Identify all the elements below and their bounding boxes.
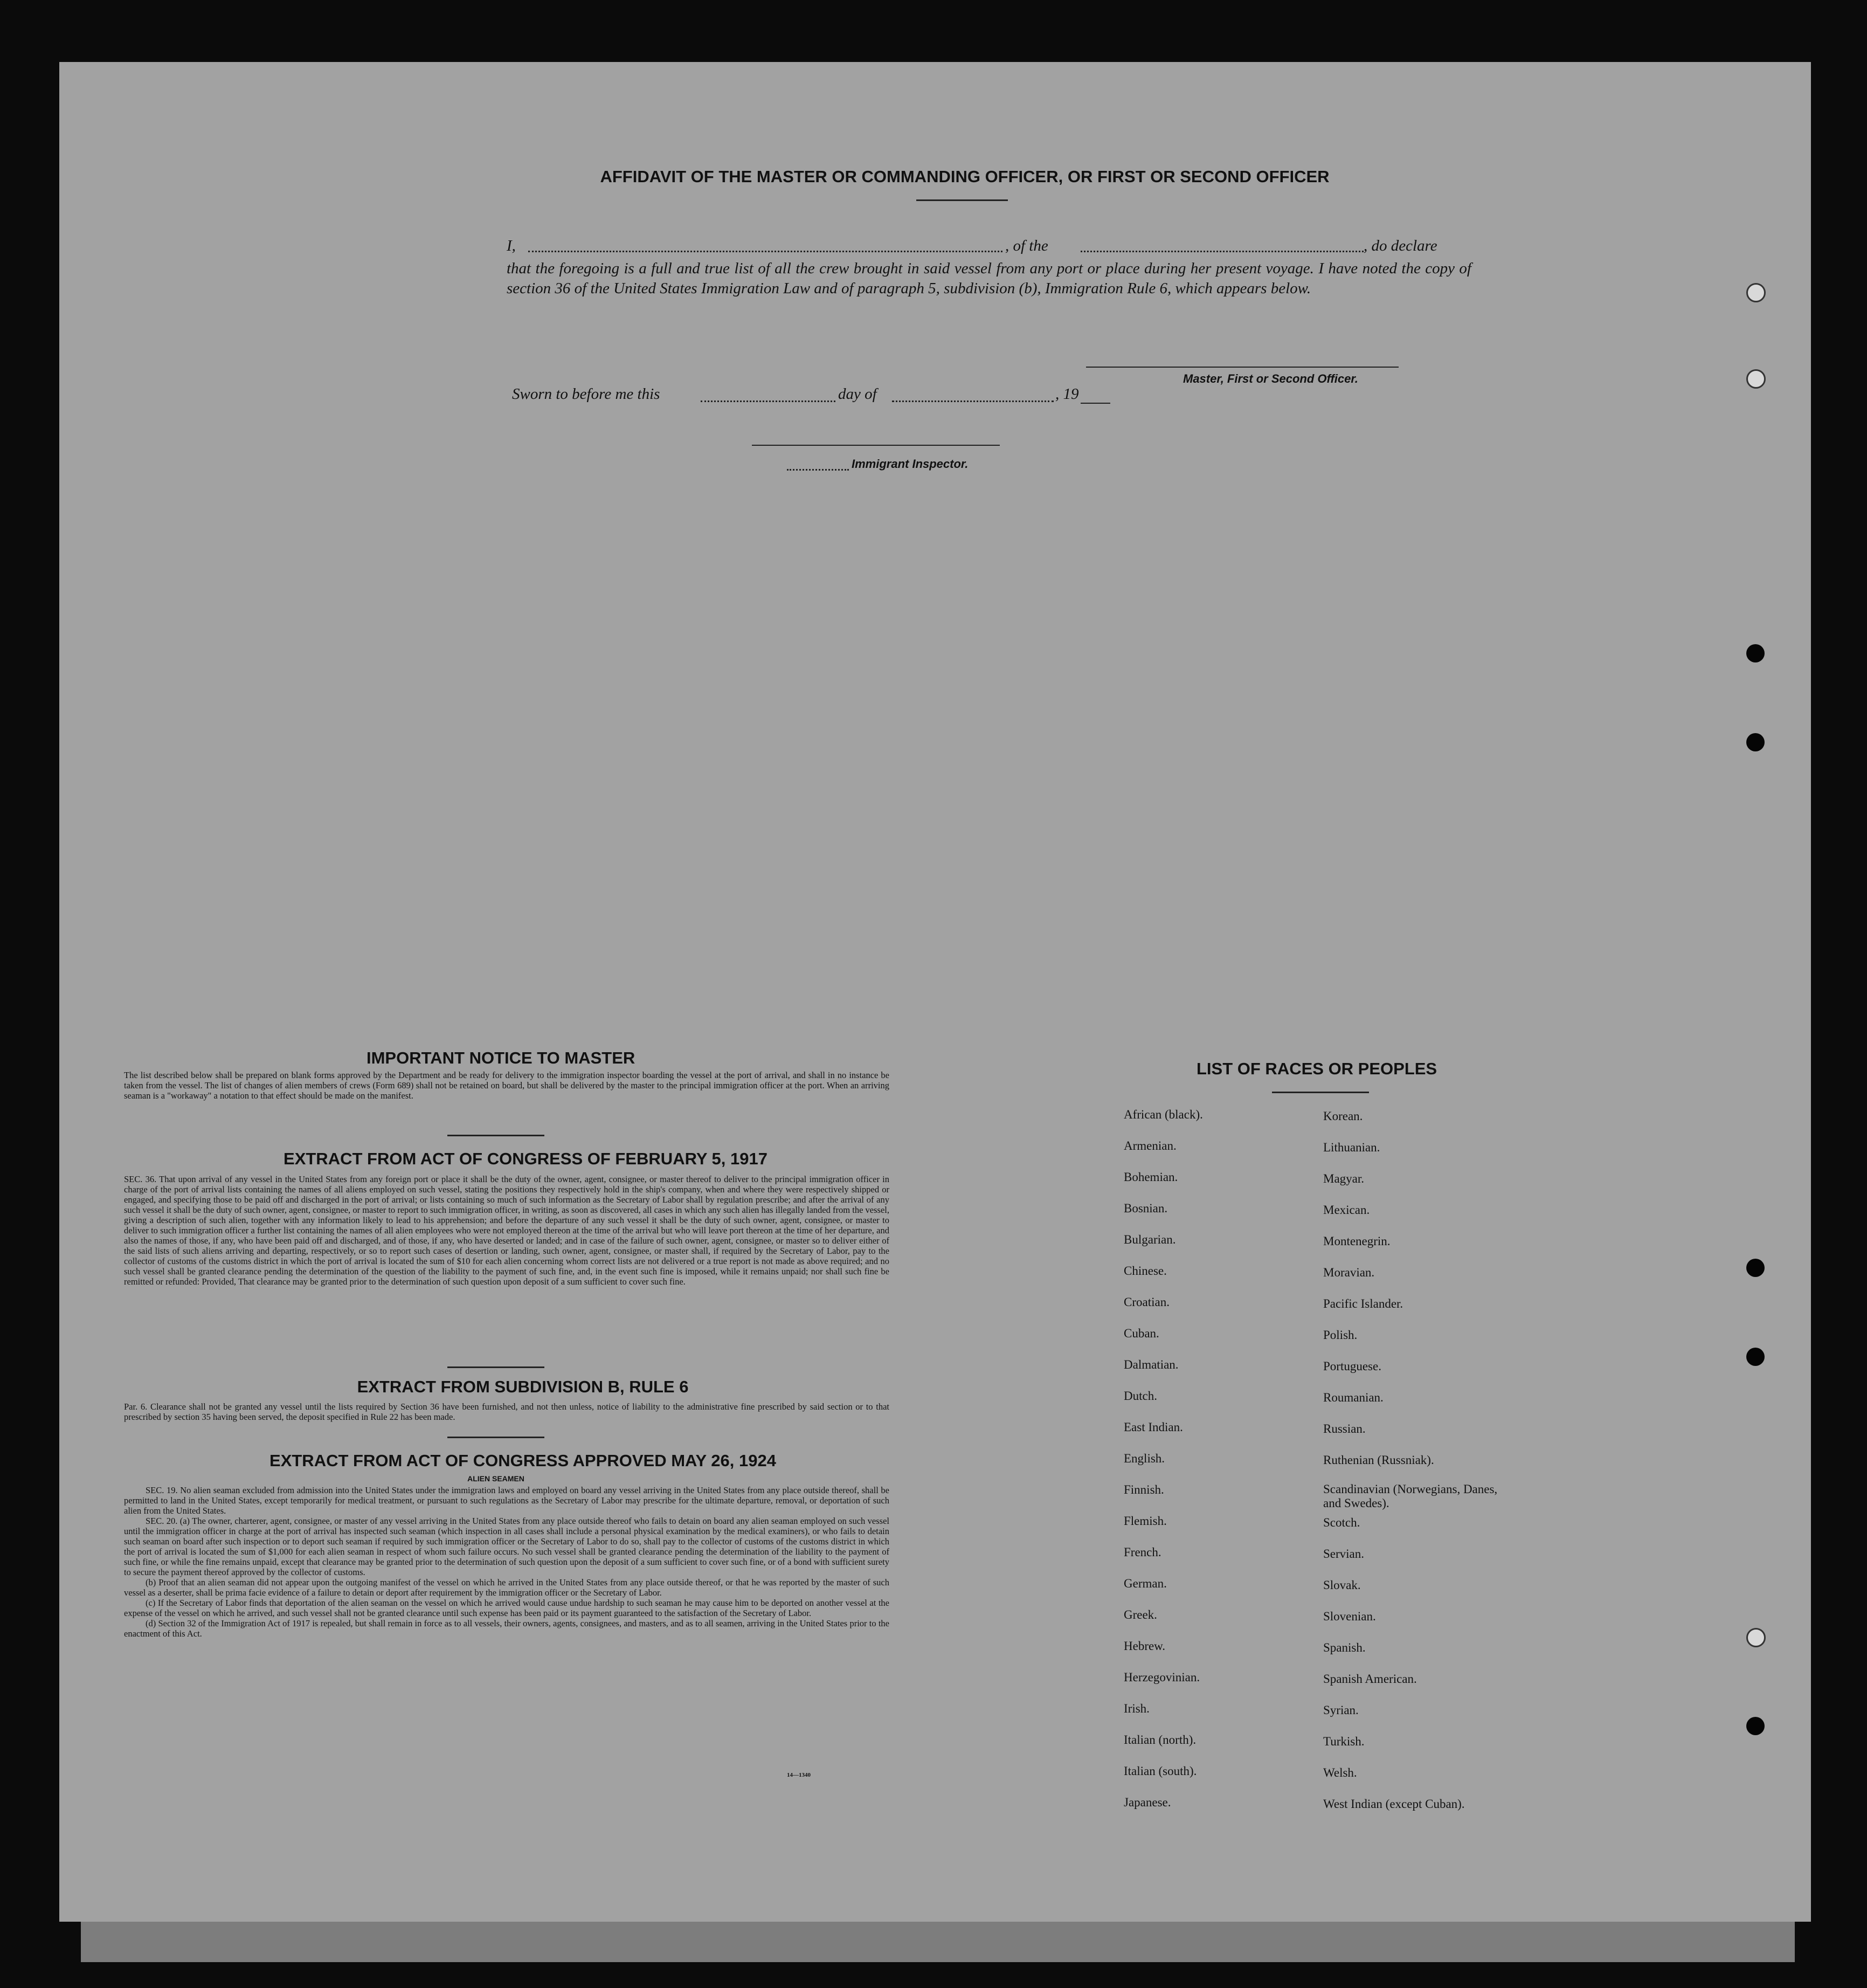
sworn-day-label: day of xyxy=(838,385,877,403)
affidavit-body: that the foregoing is a full and true list of all the crew brought in said vessel from any port or place during her present voyage. I have noted the copy of section 36 of the United States Immigration Law and of paragraph 5, subdivision (b), Immigration Rule 6, which appears below. xyxy=(507,260,1471,297)
race-item: Montenegrin. xyxy=(1323,1234,1391,1248)
race-item: Portuguese. xyxy=(1323,1359,1381,1373)
document-page xyxy=(59,62,1811,1922)
declarant-prefix: I, xyxy=(507,237,516,254)
race-item: Bohemian. xyxy=(1124,1170,1178,1184)
extract-rule6-body: Par. 6. Clearance shall not be granted any vessel until the lists required by Section 36 have been furnished, and not then unless, notice of liability to the administrative fine prescribed by said section or to that prescribed by section 35 having been served, the deposit specified in Rule 22 has been made. xyxy=(124,1402,889,1422)
race-item: Bulgarian. xyxy=(1124,1233,1176,1246)
sworn-month-field[interactable] xyxy=(892,401,1054,402)
race-item: Ruthenian (Russniak). xyxy=(1323,1453,1434,1467)
race-item: East Indian. xyxy=(1124,1420,1183,1434)
race-item: Moravian. xyxy=(1323,1266,1375,1279)
race-item: Pacific Islander. xyxy=(1323,1297,1403,1310)
binder-hole xyxy=(1746,733,1765,751)
binder-hole xyxy=(1746,283,1766,302)
race-item: Korean. xyxy=(1323,1109,1363,1123)
race-item: Welsh. xyxy=(1323,1766,1357,1779)
race-item: Russian. xyxy=(1323,1422,1366,1435)
race-item: Bosnian. xyxy=(1124,1202,1168,1215)
races-title: LIST OF RACES OR PEOPLES xyxy=(1197,1059,1437,1078)
declarant-name-field[interactable] xyxy=(528,251,1002,252)
race-item: Hebrew. xyxy=(1124,1639,1166,1653)
binder-hole xyxy=(1746,1717,1765,1735)
race-item: Slovak. xyxy=(1323,1578,1361,1592)
extract-1924-body xyxy=(124,1485,889,1639)
master-signature-line[interactable] xyxy=(1086,367,1399,368)
race-item: Slovenian. xyxy=(1323,1610,1376,1623)
race-item: Roumanian. xyxy=(1323,1391,1384,1404)
race-item: Polish. xyxy=(1323,1328,1358,1342)
binder-hole xyxy=(1746,644,1765,662)
sec-20b-paragraph: (b) Proof that an alien seaman did not appear upon the outgoing manifest of the vessel on which he arrived in the United States from any place outside thereof, or that he was reported by the master of such vessel as a deserter, shall be prima facie evidence of a failure to detain or deport after requirement by the immigration officer or the Secretary of Labor. xyxy=(124,1577,889,1598)
affidavit-title: AFFIDAVIT OF THE MASTER OR COMMANDING OFFICER, OR FIRST OR SECOND OFFICER xyxy=(600,167,1330,186)
section-rule xyxy=(447,1437,544,1438)
race-item: Italian (north). xyxy=(1124,1733,1197,1747)
inspector-signature-line[interactable] xyxy=(752,445,1000,446)
inspector-label: Immigrant Inspector. xyxy=(852,457,969,471)
race-item: Croatian. xyxy=(1124,1295,1170,1309)
race-item: Spanish. xyxy=(1323,1641,1366,1654)
race-item: Turkish. xyxy=(1323,1735,1365,1748)
race-item: Irish. xyxy=(1124,1702,1150,1715)
race-item: Mexican. xyxy=(1323,1203,1370,1217)
race-item: Finnish. xyxy=(1124,1483,1164,1496)
race-item: Syrian. xyxy=(1323,1703,1359,1717)
race-item: German. xyxy=(1124,1577,1167,1590)
extract-1917-title: EXTRACT FROM ACT OF CONGRESS OF FEBRUARY 5, 1917 xyxy=(283,1149,767,1168)
section-rule xyxy=(447,1366,544,1368)
notice-title: IMPORTANT NOTICE TO MASTER xyxy=(367,1048,635,1067)
race-item: Cuban. xyxy=(1124,1327,1159,1340)
binder-hole xyxy=(1746,1628,1766,1647)
sworn-day-field[interactable] xyxy=(701,401,835,402)
sec-20a-paragraph: SEC. 20. (a) The owner, charterer, agent, consignee, or master of any vessel arriving in the United States from any place outside thereof who fails to detain on board any alien seaman employed on such vessel until the immigration officer in charge at the port of arrival has inspected such seaman (which inspection in all cases shall include a personal physical examination by the medical examiners), or who fails to detain such seaman on board after such inspection or to deport such seaman if required by such immigration officer or the Secretary of Labor to do so, shall pay to the collector of customs of the customs district in which the port of arrival is located the sum of $1,000 for each alien seaman in respect of whom such failure occurs. No such vessel shall be granted clearance pending the determination of the liability to the payment of such fine, or while the fine remains unpaid, except that clearance may be granted prior to the determination of such question upon the deposit of a sum sufficient to cover such fine, or of a bond with sufficient surety to secure the payment thereof approved by the collector of customs. xyxy=(124,1516,889,1577)
race-item: Spanish American. xyxy=(1323,1672,1417,1686)
section-rule xyxy=(447,1135,544,1136)
binder-hole xyxy=(1746,1259,1765,1277)
race-item: Italian (south). xyxy=(1124,1764,1197,1778)
race-item: Dalmatian. xyxy=(1124,1358,1179,1371)
sworn-year-field[interactable] xyxy=(1081,403,1110,404)
race-item: Dutch. xyxy=(1124,1389,1157,1403)
binder-hole xyxy=(1746,369,1766,389)
sec-19-paragraph: SEC. 19. No alien seaman excluded from admission into the United States under the immigration laws and employed on board any vessel arriving in the United States from any place outside thereof, shall be permitted to land in the United States, except temporarily for medical treatment, or pursuant to such regulations as the Secretary of Labor may prescribe for the ultimate departure, removal, or deportation of such alien from the United States. xyxy=(124,1485,889,1516)
title-rule xyxy=(916,199,1008,201)
race-item: Armenian. xyxy=(1124,1139,1177,1152)
extract-1924-subtitle: ALIEN SEAMEN xyxy=(467,1474,524,1483)
extract-rule6-title: EXTRACT FROM SUBDIVISION B, RULE 6 xyxy=(357,1377,689,1396)
race-item: Greek. xyxy=(1124,1608,1157,1621)
race-item: Chinese. xyxy=(1124,1264,1167,1278)
race-item: French. xyxy=(1124,1545,1161,1559)
race-item: Flemish. xyxy=(1124,1514,1167,1528)
extract-1924-title: EXTRACT FROM ACT OF CONGRESS APPROVED MAY 26, 1924 xyxy=(269,1451,776,1470)
races-title-rule xyxy=(1272,1092,1369,1093)
race-item: African (black). xyxy=(1124,1108,1203,1121)
race-item: English. xyxy=(1124,1452,1165,1465)
form-number: 14—1340 xyxy=(787,1772,811,1778)
race-item: Servian. xyxy=(1323,1547,1365,1561)
vessel-name-field[interactable] xyxy=(1081,251,1364,252)
notice-body: The list described below shall be prepared on blank forms approved by the Department and be ready for delivery to the immigration inspector boarding the vessel at the port of arrival, and shall in no instance be taken from the vessel. The list of changes of alien members of crews (Form 689) shall not be retained on board, but shall be delivered by the master to the principal immigration officer at the port. When an arriving seaman is a "workaway" a notation to that effect should be made on the manifest. xyxy=(124,1070,889,1101)
race-item: Scotch. xyxy=(1323,1516,1360,1529)
sworn-year-label: , 19 xyxy=(1055,385,1079,403)
sworn-prefix: Sworn to before me this xyxy=(512,385,660,403)
extract-1917-body: SEC. 36. That upon arrival of any vessel in the United States from any foreign port or place it shall be the duty of the owner, agent, consignee, or master thereof to deliver to the principal immigration officer in charge of the port of arrival lists containing the names of all aliens employed on such vessel, stating the positions they respectively hold in the ship's company, when and where they were respectively shipped or engaged, and specifying those to be paid off and discharged in the port of arrival; or lists containing so much of such information as the Secretary of Labor shall by regulation prescribe; and after the arrival of any such vessel it shall be the duty of such owner, agent, consignee, or master to report to such immigration officer, in writing, as soon as discovered, all cases in which any such alien has illegally landed from the vessel, giving a description of such alien, together with any information likely to lead to his apprehension; and before the departure of any such vessel it shall be the duty of such owner, agent, consignee, or master to deliver to such immigration officer a further list containing the names of all alien employees who were not employed thereon at the time of the arrival but who will leave port thereon at the time of her departure, and also the names of those, if any, who have been paid off and discharged, and of those, if any, who have deserted or landed; and in case of the failure of such owner, agent, consignee, or master so to deliver either of the said lists of such aliens arriving and departing, respectively, or so to report such cases of desertion or landing, such owner, agent, consignee, or master shall, if required by the Secretary of Labor, pay to the collector of customs of the customs district in which the port of arrival is located the sum of $10 for each alien concerning whom correct lists are not delivered or a true report is not made as above required; and no such vessel shall be granted clearance pending the determination of the question of the liability to the payment of such fine, and, in the event such fine is imposed, while it remains unpaid; nor shall such fine be remitted or refunded: Provided, That clearance may be granted prior to the determination of such question upon deposit of a sum sufficient to cover such fine. xyxy=(124,1174,889,1287)
race-item: Scandinavian (Norwegians, Danes, and Swedes). xyxy=(1323,1482,1498,1510)
master-signature-label: Master, First or Second Officer. xyxy=(1183,372,1358,385)
sec-20d-paragraph: (d) Section 32 of the Immigration Act of 1917 is repealed, but shall remain in force as to all vessels, their owners, agents, consignees, and masters, and as to all seamen, arriving in the United States prior to the enactment of this Act. xyxy=(124,1618,889,1639)
inspector-dots xyxy=(787,469,849,471)
declarant-middle: , of the xyxy=(1005,237,1048,254)
race-item: Magyar. xyxy=(1323,1172,1365,1185)
race-item: Herzegovinian. xyxy=(1124,1671,1200,1684)
declarant-suffix: , do declare xyxy=(1364,237,1437,254)
race-item: West Indian (except Cuban). xyxy=(1323,1797,1465,1811)
binder-hole xyxy=(1746,1348,1765,1366)
race-item: Lithuanian. xyxy=(1323,1141,1380,1154)
race-item: Japanese. xyxy=(1124,1796,1171,1809)
sec-20c-paragraph: (c) If the Secretary of Labor finds that deportation of the alien seaman on the vessel on which he arrived would cause undue hardship to such seaman he may cause him to be deported on another vessel at the expense of the vessel on which he arrived, and such vessel shall not be granted clearance until such expense has been paid or its payment guaranteed to the satisfaction of the Secretary of Labor. xyxy=(124,1598,889,1618)
